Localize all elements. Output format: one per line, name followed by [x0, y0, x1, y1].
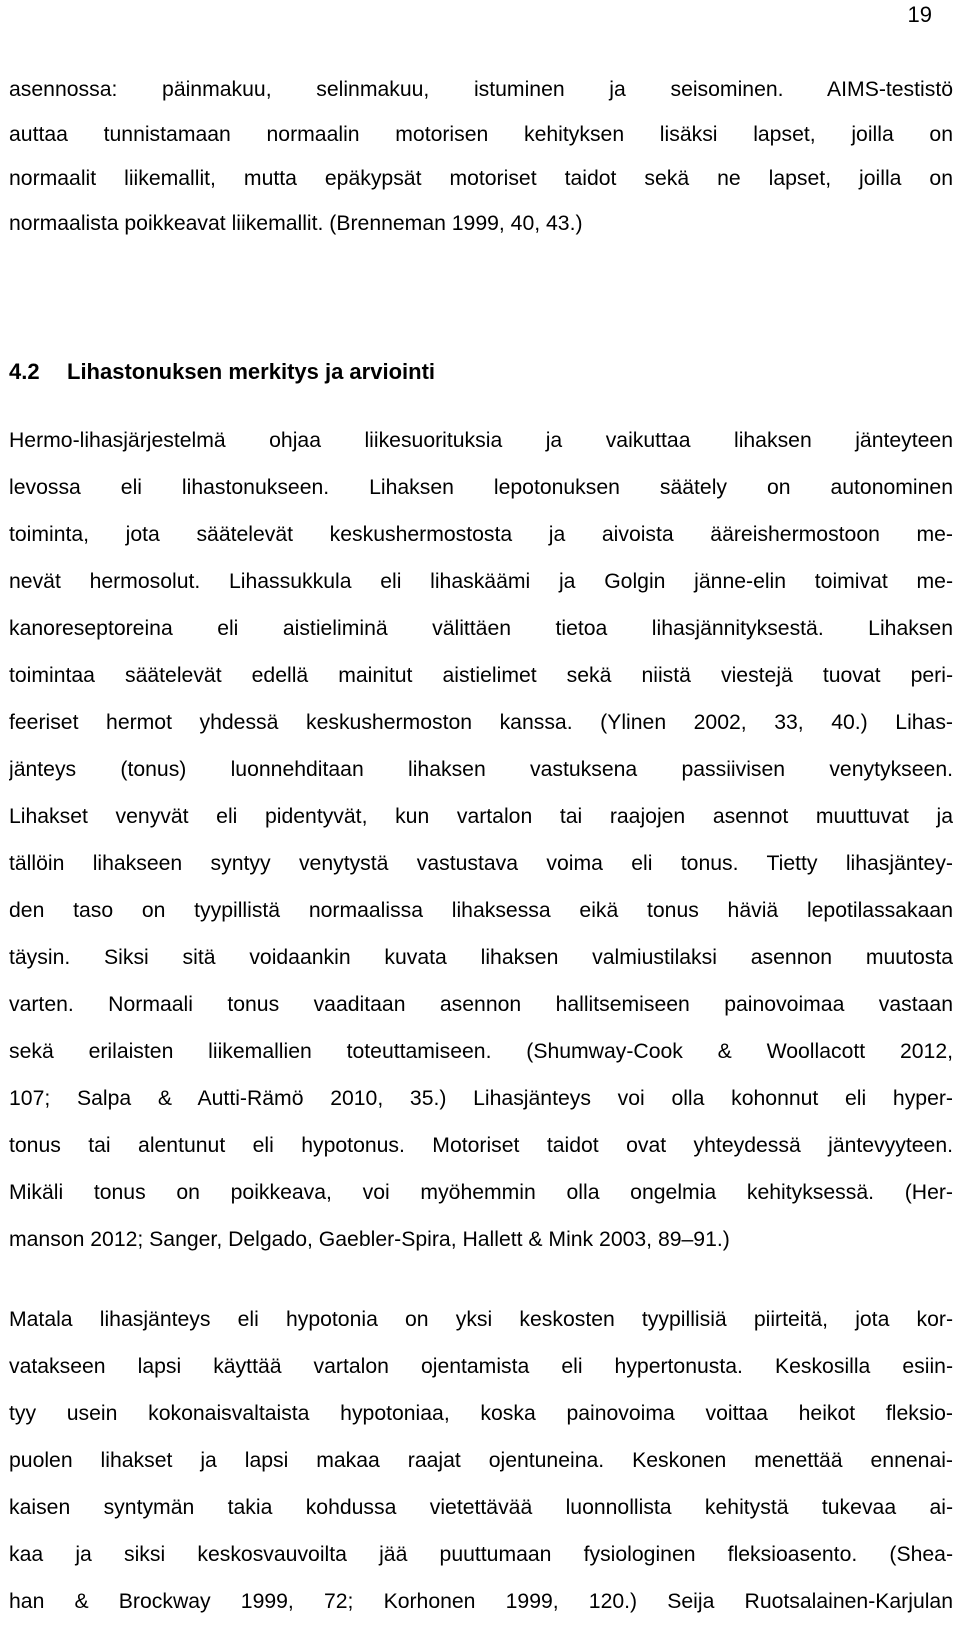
text-line: varten. Normaali tonus vaaditaan asennon hallitsemiseen painovoimaa vastaan — [9, 993, 953, 1016]
section-heading — [9, 359, 435, 385]
text-line: manson 2012; Sanger, Delgado, Gaebler-Spira, Hallett & Mink 2003, 89–91.) — [9, 1228, 730, 1251]
text-line: nevät hermosolut. Lihassukkula eli lihaskäämi ja Golgin jänne-elin toimivat me- — [9, 570, 953, 593]
text-line: Mikäli tonus on poikkeava, voi myöhemmin olla ongelmia kehityksessä. (Her- — [9, 1181, 953, 1204]
text-line: Lihakset venyvät eli pidentyvät, kun vartalon tai raajojen asennot muuttuvat ja — [9, 805, 953, 828]
text-line: den taso on tyypillistä normaalissa lihaksessa eikä tonus häviä lepotilassakaan — [9, 899, 953, 922]
section-title: Lihastonuksen merkitys ja arviointi — [67, 359, 436, 384]
text-line: toiminta, jota säätelevät keskushermostosta ja aivoista ääreishermostoon me- — [9, 523, 953, 546]
text-line: Matala lihasjänteys eli hypotonia on yksi keskosten tyypillisiä piirteitä, jota kor- — [9, 1308, 953, 1331]
page-number: 19 — [907, 2, 932, 27]
text-line: tonus tai alentunut eli hypotonus. Motoriset taidot ovat yhteydessä jäntevyyteen. — [9, 1134, 953, 1157]
text-line: levossa eli lihastonukseen. Lihaksen lepotonuksen säätely on autonominen — [9, 476, 953, 499]
section-number: 4.2 — [9, 359, 40, 384]
text-line: puolen lihakset ja lapsi makaa raajat ojentuneina. Keskonen menettää ennenai- — [9, 1449, 953, 1472]
text-line: vatakseen lapsi käyttää vartalon ojentamista eli hypertonusta. Keskosilla esiin- — [9, 1355, 953, 1378]
text-line: 107; Salpa & Autti-Rämö 2010, 35.) Lihasjänteys voi olla kohonnut eli hyper- — [9, 1087, 953, 1110]
text-line: tyy usein kokonaisvaltaista hypotoniaa, koska painovoima voittaa heikot fleksio- — [9, 1402, 953, 1425]
text-line: Hermo-lihasjärjestelmä ohjaa liikesuorituksia ja vaikuttaa lihaksen jänteyteen — [9, 429, 953, 452]
text-line: täysin. Siksi sitä voidaankin kuvata lihaksen valmiustilaksi asennon muutosta — [9, 946, 953, 969]
text-line: auttaa tunnistamaan normaalin motorisen kehityksen lisäksi lapset, joilla on — [9, 123, 953, 146]
text-line: normaalit liikemallit, mutta epäkypsät motoriset taidot sekä ne lapset, joilla on — [9, 167, 953, 190]
text-line: feeriset hermot yhdessä keskushermoston kanssa. (Ylinen 2002, 33, 40.) Lihas- — [9, 711, 953, 734]
text-line: sekä erilaisten liikemallien toteuttamiseen. (Shumway-Cook & Woollacott 2012, — [9, 1040, 953, 1063]
text-line: kaisen syntymän takia kohdussa vietettävää luonnollista kehitystä tukevaa ai- — [9, 1496, 953, 1519]
text-line: tällöin lihakseen syntyy venytystä vastustava voima eli tonus. Tietty lihasjäntey- — [9, 852, 953, 875]
text-line: jänteys (tonus) luonnehditaan lihaksen vastuksena passiivisen venytykseen. — [9, 758, 953, 781]
text-line: normaalista poikkeavat liikemallit. (Brenneman 1999, 40, 43.) — [9, 212, 583, 235]
text-line: kaa ja siksi keskosvauvoilta jää puuttumaan fysiologinen fleksioasento. (Shea- — [9, 1543, 953, 1566]
text-line: kanoreseptoreina eli aistieliminä välittäen tietoa lihasjännityksestä. Lihaksen — [9, 617, 953, 640]
text-line: toimintaa säätelevät edellä mainitut aistielimet sekä niistä viestejä tuovat peri- — [9, 664, 953, 687]
text-line: asennossa: päinmakuu, selinmakuu, istuminen ja seisominen. AIMS-testistö — [9, 78, 953, 101]
text-line: han & Brockway 1999, 72; Korhonen 1999, 120.) Seija Ruotsalainen-Karjulan — [9, 1590, 953, 1613]
